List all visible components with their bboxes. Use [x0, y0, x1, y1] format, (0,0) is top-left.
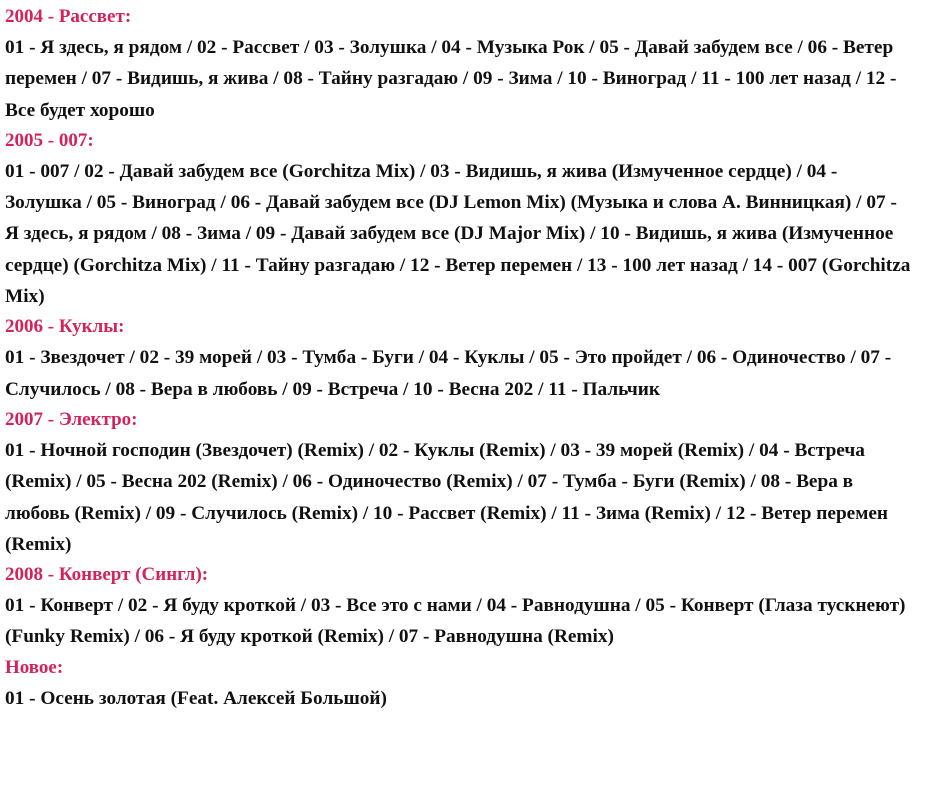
tracklist-line: 01 - 007 / 02 - Давай забудем все (Gorchitza Mix) / 03 - Видишь, я жива (Измученное сердце) / 04 - — [5, 160, 838, 182]
tracklist-line: 01 - Ночной господин (Звездочет) (Remix) / 02 - Куклы (Remix) / 03 - 39 морей (Remix) / 04 - Встреча — [5, 439, 865, 461]
tracklist-line: Mix) — [5, 286, 45, 308]
tracklist — [5, 435, 930, 560]
album-2004 — [5, 2, 930, 126]
tracklist-line: (Remix) — [5, 533, 72, 555]
album-title: 2005 - 007: — [5, 129, 94, 151]
album-title: 2004 - Рассвет: — [5, 6, 132, 27]
tracklist-line: 01 - Звездочет / 02 - 39 морей / 03 - Тумба - Буги / 04 - Куклы / 05 - Это пройдет / 06 - Одиночество / 07 - — [5, 347, 892, 369]
tracklist — [5, 156, 930, 312]
album-2008 — [5, 560, 930, 653]
tracklist-line: 01 - Конверт / 02 - Я буду кроткой / 03 - Все это с нами / 04 - Равнодушна / 05 - Конверт (Глаза тускнеют) — [5, 595, 906, 617]
tracklist — [5, 590, 930, 653]
tracklist-line: перемен / 07 - Видишь, я жива / 08 - Тайну разгадаю / 09 - Зима / 10 - Виноград / 11 - 100 лет назад / 12 - — [5, 68, 897, 90]
tracklist-line: сердце) (Gorchitza Mix) / 11 - Тайну разгадаю / 12 - Ветер перемен / 13 - 100 лет назад / 14 - 007 (Gorchitza — [5, 254, 911, 276]
tracklist-line: 01 - Осень золотая (Feat. Алексей Большой) — [5, 687, 387, 709]
album-title: Новое: — [5, 656, 64, 678]
tracklist-line: любовь (Remix) / 09 - Случилось (Remix) / 10 - Рассвет (Remix) / 11 - Зима (Remix) / 12 - Ветер перемен — [5, 502, 889, 524]
tracklist-line: 01 - Я здесь, я рядом / 02 - Рассвет / 03 - Золушка / 04 - Музыка Рок / 05 - Давай забудем все / 06 - Ветер — [5, 37, 894, 58]
album-title: 2007 - Электро: — [5, 408, 138, 430]
album-2006 — [5, 312, 930, 405]
tracklist-line: (Funky Remix) / 06 - Я буду кроткой (Remix) / 07 - Равнодушна (Remix) — [5, 626, 614, 648]
tracklist — [5, 32, 930, 126]
tracklist-line: Случилось / 08 - Вера в любовь / 09 - Встреча / 10 - Весна 202 / 11 - Пальчик — [5, 378, 661, 400]
tracklist-line: Все будет хорошо — [5, 99, 155, 121]
album-2007 — [5, 405, 930, 560]
tracklist-line: Я здесь, я рядом / 08 - Зима / 09 - Давай забудем все (DJ Major Mix) / 10 - Видишь, я жива (Измученное — [5, 223, 894, 245]
tracklist-line: (Remix) / 05 - Весна 202 (Remix) / 06 - Одиночество (Remix) / 07 - Тумба - Буги (Remix) / 08 - Вера в — [5, 471, 854, 493]
album-title: 2008 - Конверт (Сингл): — [5, 564, 209, 586]
tracklist — [5, 683, 930, 714]
album-2005 — [5, 126, 930, 312]
album-title: 2006 - Куклы: — [5, 316, 125, 338]
album-new — [5, 653, 930, 714]
tracklist-line: Золушка / 05 - Виноград / 06 - Давай забудем все (DJ Lemon Mix) (Музыка и слова А. Винницкая) / 07 - — [5, 192, 897, 214]
tracklist — [5, 342, 930, 405]
